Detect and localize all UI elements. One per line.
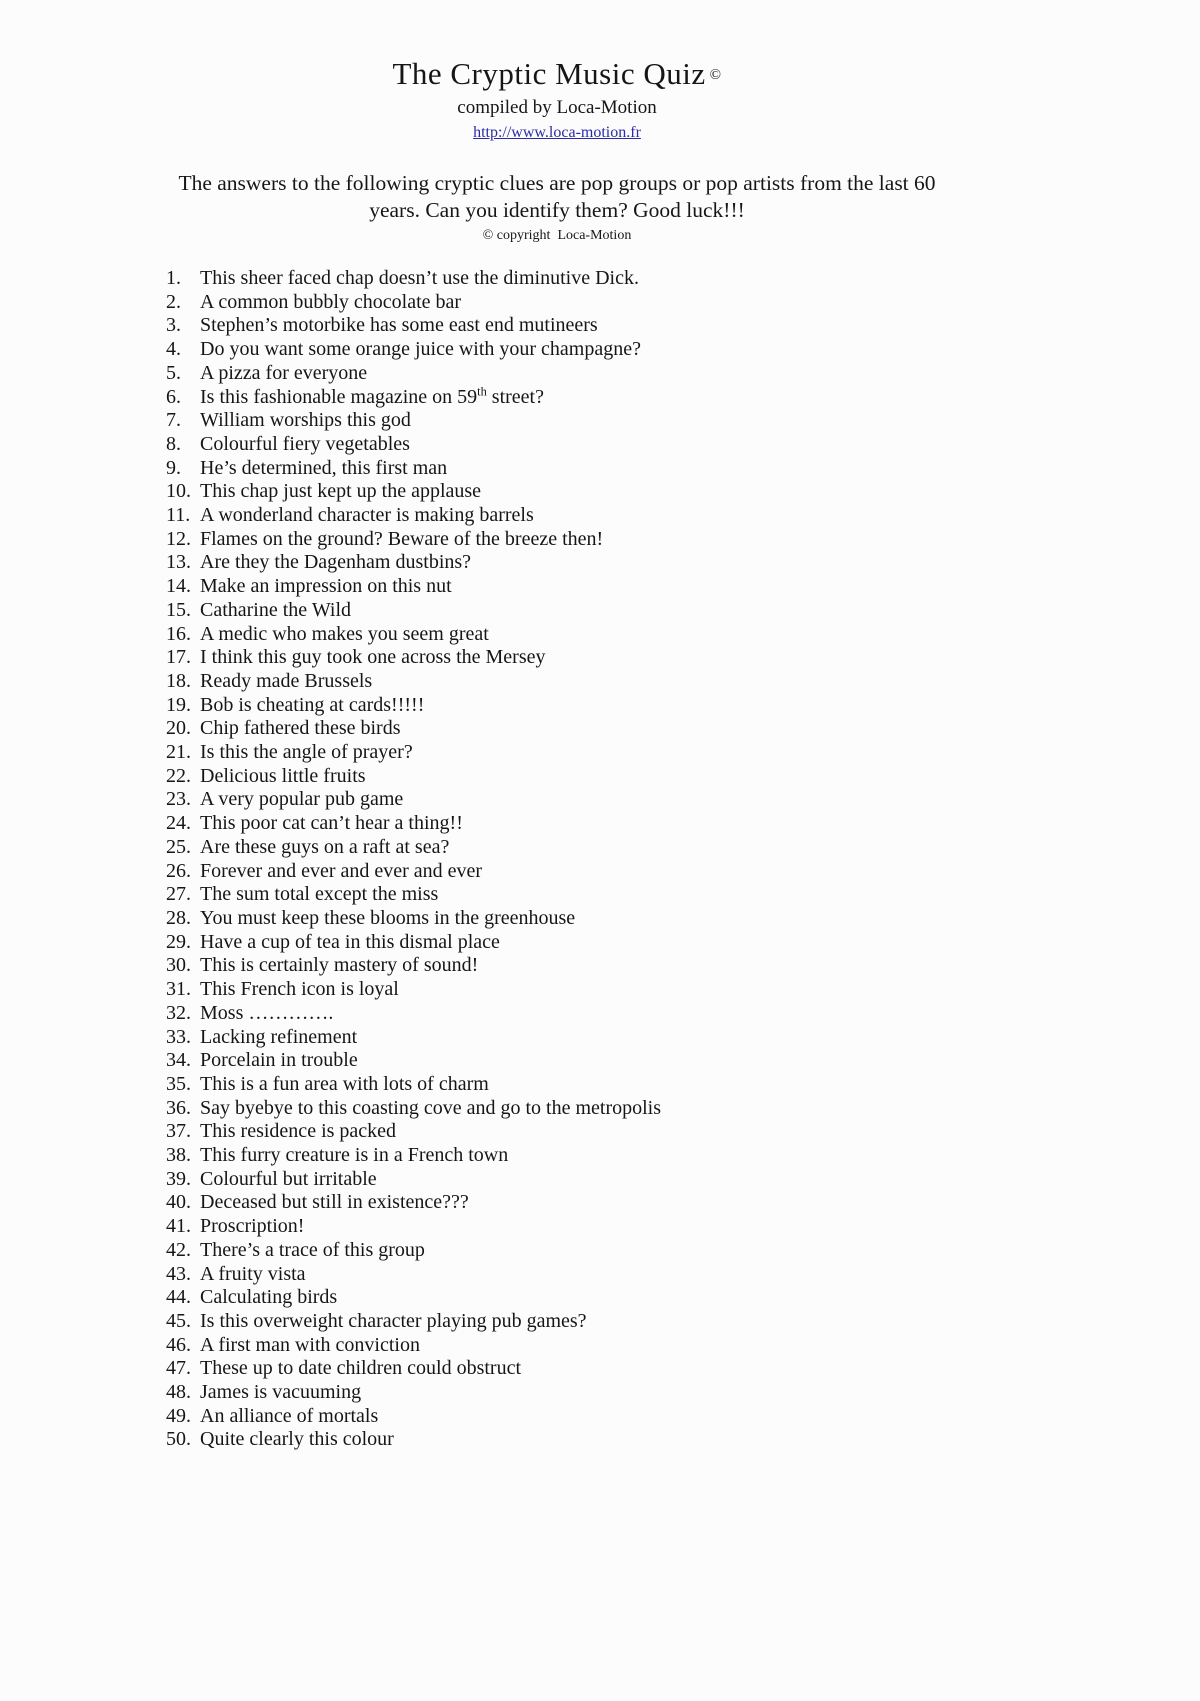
clue-item: This sheer faced chap doesn’t use the diminutive Dick.	[200, 267, 639, 289]
clue-item: Flames on the ground? Beware of the breeze then!	[200, 527, 604, 550]
clue-text-post: street?	[486, 385, 544, 408]
clue-item: This residence is packed	[200, 1120, 397, 1143]
clue-item: This is a fun area with lots of charm	[200, 1072, 489, 1095]
clue-item: James is vacuuming	[200, 1381, 362, 1404]
clue-item: William worships this god	[200, 409, 411, 432]
clue-item: Do you want some orange juice with your champagne?	[200, 338, 641, 361]
clue-list	[166, 267, 1066, 1452]
intro-block	[57, 170, 1057, 245]
clue-item: Say byebye to this coasting cove and go to the metropolis	[200, 1096, 662, 1119]
clue-item: Stephen’s motorbike has some east end mutineers	[200, 314, 598, 337]
clue-item: He’s determined, this first man	[200, 456, 448, 479]
website-link[interactable]: http://www.loca-motion.fr	[473, 124, 641, 141]
intro-line-1: The answers to the following cryptic clues are pop groups or pop artists from the last 60	[178, 171, 936, 195]
clue-item: Colourful fiery vegetables	[200, 432, 410, 455]
clue-item: Deceased but still in existence???	[200, 1191, 469, 1214]
clue-item: An alliance of mortals	[200, 1404, 379, 1427]
clue-item: A pizza for everyone	[200, 361, 368, 384]
clue-item: Are these guys on a raft at sea?	[200, 835, 450, 858]
clue-item: Colourful but irritable	[200, 1167, 377, 1190]
compiled-by-line: compiled by Loca-Motion	[457, 97, 657, 118]
clue-item: Make an impression on this nut	[200, 575, 452, 598]
clue-item: This French icon is loyal	[200, 978, 399, 1001]
clue-item: Lacking refinement	[200, 1025, 358, 1048]
clue-item: A very popular pub game	[200, 788, 404, 811]
title-copyright-symbol: ©	[709, 67, 722, 83]
page-title	[57, 56, 1057, 93]
clue-item: Proscription!	[200, 1215, 305, 1238]
clue-item: Ready made Brussels	[200, 669, 373, 692]
clue-item: Is this overweight character playing pub games?	[200, 1309, 587, 1332]
clue-item: A wonderland character is making barrels	[200, 504, 534, 527]
clue-item: A common bubbly chocolate bar	[200, 290, 462, 313]
clue-text-pre: Is this fashionable magazine on 59	[200, 385, 478, 408]
clue-item: This poor cat can’t hear a thing!!	[200, 812, 463, 835]
ordinal-superscript: th	[477, 383, 487, 398]
clue-item: I think this guy took one across the Mersey	[200, 646, 546, 669]
page-title-text: The Cryptic Music Quiz	[392, 56, 706, 91]
clue-item: Porcelain in trouble	[200, 1049, 358, 1072]
clue-item: This chap just kept up the applause	[200, 480, 482, 503]
doc-header	[57, 0, 1057, 143]
clue-item: Delicious little fruits	[200, 764, 366, 787]
clue-item: The sum total except the miss	[200, 883, 439, 906]
clue-item: Moss ………….	[200, 1001, 334, 1024]
clue-item: Have a cup of tea in this dismal place	[200, 930, 500, 953]
clue-item: A first man with conviction	[200, 1333, 420, 1356]
clue-item: Are they the Dagenham dustbins?	[200, 551, 472, 574]
clue-item: These up to date children could obstruct	[200, 1357, 522, 1380]
clue-item: This furry creature is in a French town	[200, 1144, 509, 1167]
clue-item: Calculating birds	[200, 1286, 338, 1309]
clue-item: A medic who makes you seem great	[200, 622, 489, 645]
clue-item: Bob is cheating at cards!!!!!	[200, 693, 425, 716]
clue-item: Forever and ever and ever and ever	[200, 859, 483, 882]
clue-item: Is this the angle of prayer?	[200, 741, 413, 764]
clue-item: Chip fathered these birds	[200, 717, 401, 740]
clue-item: There’s a trace of this group	[200, 1238, 425, 1261]
clue-item: A fruity vista	[200, 1262, 306, 1285]
clue-item: You must keep these blooms in the greenhouse	[200, 906, 576, 929]
clue-item	[166, 383, 1066, 410]
clue-item: This is certainly mastery of sound!	[200, 954, 479, 977]
clue-item: Catharine the Wild	[200, 598, 352, 621]
intro-line-2: years. Can you identify them? Good luck!!!	[369, 198, 745, 222]
copyright-line: © copyright Loca-Motion	[482, 228, 632, 243]
clue-item: Quite clearly this colour	[200, 1428, 394, 1451]
